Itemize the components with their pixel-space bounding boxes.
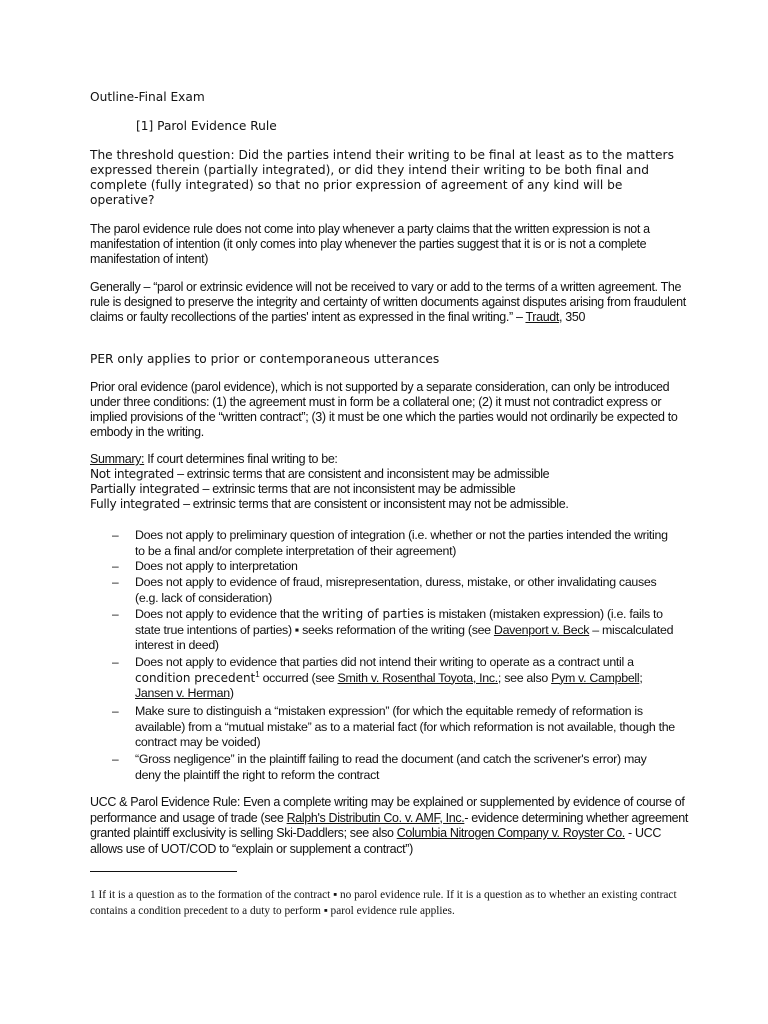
bullet-dash: – — [112, 528, 119, 542]
text-run: parol evidence rule applies. — [327, 905, 455, 918]
prior-oral-paragraph: Prior oral evidence (parol evidence), which is not supported by a separate consideration, can only be introduced under three conditions: (1) the agreement must in form be a collateral one; (2) it must not contradict express or implied provisions of the “written contract”; (3) it must be one which the parties would not ordinarily be expected to embody in the writing. — [90, 380, 678, 439]
case-citation: Traudt — [525, 310, 560, 324]
arrow-icon: ▪ — [294, 622, 300, 637]
bullet-dash: – — [112, 559, 119, 573]
text-run: no parol evidence rule. If it is a question as to whether an existing contract contains a condition precedent to a duty to perform — [90, 889, 677, 918]
case-citation: Smith v. Rosenthal Toyota, Inc. — [337, 670, 498, 685]
summary-term: Partially integrated — [90, 482, 200, 496]
summary-term: Fully integrated — [90, 497, 180, 511]
arrow-icon: ▪ — [333, 889, 338, 902]
bullet-dash: – — [112, 607, 119, 621]
list-item-text: Make sure to distinguish a “mistaken expression” (for which the equitable remedy of reformation is available) from a “mutual mistake” as to a material fact (for which reformation is not available, though the contract may be voided) — [135, 704, 675, 749]
summary-row — [90, 467, 690, 482]
text-run: UCC & Parol Evidence Rule: Even a complete writing may be explained or supplemented by evidence of course of performance and usage of trade (see — [90, 795, 685, 825]
case-citation: Columbia Nitrogen Company v. Royster Co. — [396, 826, 625, 840]
case-citation: Davenport v. Beck — [493, 622, 590, 637]
summary-text: – extrinsic terms that are consistent or inconsistent may not be admissible. — [179, 497, 569, 511]
text-run: - evidence determining whether agreement granted plaintiff exclusivity is selling Ski-Daddlers; see also — [90, 810, 689, 840]
text-run: occurred (see — [259, 670, 338, 685]
list-item-text: “Gross negligence” in the plaintiff failing to read the document (and catch the scrivener's error) may deny the plaintiff the right to reform the contract — [135, 752, 647, 782]
summary-heading — [90, 452, 690, 467]
generally-text: Generally – “parol or extrinsic evidence will not be received to vary or add to the terms of a written agreement. The rule is designed to preserve the integrity and certainty of written documents against disputes arising from fraudulent claims or faulty recollections of the parties' intent as expressed in the final writing.” – — [90, 280, 686, 324]
text-run: writing of parties — [321, 607, 425, 621]
not-into-play-paragraph: The parol evidence rule does not come into play whenever a party claims that the written expression is not a manifestation of intention (it only comes into play whenever the parties suggest that it is or is not a complete manifestation of intent) — [90, 222, 650, 266]
text-run: Does not apply to evidence that parties did not intend their writing to operate as a contract until a — [135, 655, 634, 669]
text-run: ; — [639, 670, 643, 685]
footnote — [90, 887, 690, 919]
text-run: seeks reformation of the writing (see — [299, 622, 494, 637]
summary-row — [90, 497, 690, 512]
footnote-marker: 1 — [255, 669, 260, 679]
text-run: - UCC allows use of UOT/COD to “explain or supplement a contract”) — [90, 826, 662, 856]
bullet-dash: – — [112, 704, 119, 718]
text-run: 1 If it is a question as to the formation of the contract — [90, 889, 334, 902]
summary-text: – extrinsic terms that are not inconsistent may be admissible — [199, 482, 516, 496]
section-heading: [1] Parol Evidence Rule — [136, 119, 277, 133]
summary-label: Summary: — [90, 452, 145, 466]
text-run: ; see also — [497, 670, 552, 685]
text-run: ) — [229, 686, 234, 700]
case-page: , 350 — [559, 310, 586, 324]
case-citation: Jansen v. Herman — [135, 686, 230, 700]
summary-row — [90, 482, 690, 497]
bullet-dash: – — [112, 655, 119, 669]
bullet-dash: – — [112, 752, 119, 766]
text-run: – miscalculated interest in deed) — [135, 622, 674, 652]
ucc-paragraph — [90, 795, 690, 857]
list-item-text — [135, 655, 675, 702]
text-run: condition precedent — [135, 670, 256, 685]
text-run: is mistaken (mistaken expression) (i.e. fails to state true intentions of parties) — [135, 607, 663, 637]
list-item-text: Does not apply to evidence of fraud, misrepresentation, duress, mistake, or other invalidating causes (e.g. lack of consideration) — [135, 575, 657, 605]
list-item-text — [135, 607, 675, 654]
list-item-text: Does not apply to interpretation — [135, 559, 298, 573]
text-run: Does not apply to evidence that the — [135, 607, 322, 621]
case-citation: Pym v. Campbell — [551, 670, 640, 685]
summary-term: Not integrated — [90, 467, 174, 481]
bullet-dash: – — [112, 575, 119, 589]
list-item-text: Does not apply to preliminary question of integration (i.e. whether or not the parties intended the writing to be a final and/or complete interpretation of their agreement) — [135, 528, 668, 558]
arrow-icon: ▪ — [323, 905, 328, 918]
threshold-paragraph: The threshold question: Did the parties intend their writing to be final at least as to the matters expressed therein (partially integrated), or did they intend their writing to be both final and complete (fully integrated) so that no prior expression of agreement of any kind will be operative? — [90, 148, 674, 207]
summary-block — [90, 452, 690, 512]
generally-paragraph — [90, 280, 690, 325]
summary-text: – extrinsic terms that are consistent and inconsistent may be admissible — [173, 467, 550, 481]
per-only-paragraph: PER only applies to prior or contemporaneous utterances — [90, 352, 440, 366]
document-title: Outline-Final Exam — [90, 90, 205, 104]
summary-intro: If court determines final writing to be: — [144, 452, 338, 466]
case-citation: Ralph's Distributin Co. v. AMF, Inc. — [286, 810, 465, 825]
footnote-separator — [90, 871, 237, 872]
